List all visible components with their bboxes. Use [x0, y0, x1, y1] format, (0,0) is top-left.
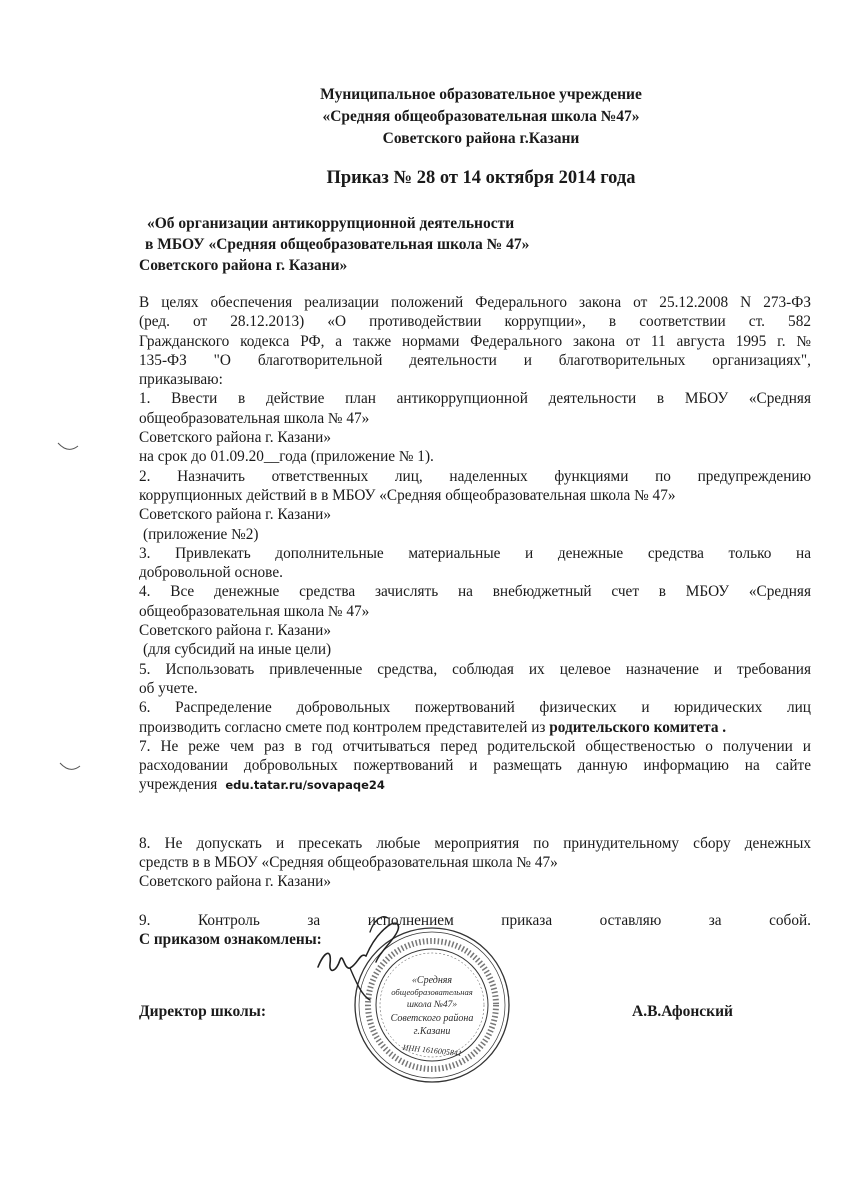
item-6-line: 6. Распределение добровольных пожертвований физических и юридических лиц [139, 699, 811, 717]
subject-line-3: Советского района г. Казани» [139, 257, 348, 274]
item-1-line: Советского района г. Казани» [139, 429, 332, 447]
stamp-inn: ИНН 1616005841 [402, 1042, 463, 1059]
stamp-line-2: общеобразовательная [391, 987, 473, 997]
director-label: Директор школы: [139, 1003, 266, 1020]
item-7-line: 7. Не реже чем раз в год отчитываться перед родительской общественостью о получении и [139, 737, 811, 755]
item-7-line: расходовании добровольных пожертвований и размещать данную информацию на сайте [139, 757, 811, 775]
item-2-line: (приложение №2) [143, 525, 259, 543]
item-4-line: (для субсидий на иные цели) [143, 641, 332, 659]
preamble-line: (ред. от 28.12.2013) «О противодействии коррупции», в соответствии ст. 582 [139, 313, 811, 331]
item-1-line: 1. Ввести в действие план антикоррупционной деятельности в МБОУ «Средняя [139, 390, 811, 408]
item-6-line [139, 718, 811, 737]
subject-line-2: в МБОУ «Средняя общеобразовательная школа № 47» [145, 236, 530, 253]
stamp-line-5: г.Казани [413, 1026, 451, 1037]
item-9-line: 9. Контроль за исполнением приказа оставляю за собой. [139, 911, 811, 929]
item-5-line: 5. Использовать привлеченные средства, соблюдая их целевое назначение и требования [139, 660, 811, 678]
item-4-line: 4. Все денежные средства зачислять на внебюджетный счет в МБОУ «Средняя [139, 583, 811, 601]
preamble-line: приказываю: [139, 371, 223, 389]
header-line-2: «Средняя общеобразовательная школа №47» [322, 108, 640, 125]
item-1-line: общеобразовательная школа № 47» [139, 409, 370, 427]
item-3-line: 3. Привлекать дополнительные материальные и денежные средства только на [139, 544, 811, 562]
punch-hole-mark [58, 760, 82, 774]
item-1-line: на срок до 01.09.20__года (приложение № 1). [139, 448, 434, 466]
preamble-line: В целях обеспечения реализации положений Федерального закона от 25.12.2008 N 273-ФЗ [139, 294, 811, 311]
institution-header [0, 84, 852, 150]
school-website-link[interactable]: edu.tatar.ru/sovapaqe24 [225, 778, 385, 793]
header-line-3: Советского района г.Казани [382, 130, 580, 147]
preamble-line: 135-ФЗ "О благотворительной деятельности и благотворительных организациях", [139, 351, 811, 369]
item-3-line: добровольной основе. [139, 564, 283, 582]
order-subject [139, 213, 529, 276]
parent-committee: родительского комитета . [549, 718, 727, 736]
item-2-line: 2. Назначить ответственных лиц, наделенных функциями по предупреждению [139, 467, 811, 485]
item-7-line [139, 775, 811, 795]
header-line-1: Муниципальное образовательное учреждение [320, 86, 642, 103]
item-7-text: учреждения [139, 776, 218, 794]
stamp-line-4: Советского района [390, 1013, 474, 1024]
punch-hole-mark [56, 440, 80, 454]
order-body [139, 293, 811, 949]
item-6-text: производить согласно смете под контролем представителей из [139, 718, 550, 736]
item-5-line: об учете. [139, 679, 198, 697]
stamp-line-1: «Средняя [411, 975, 453, 986]
acknowledged-label: С приказом ознакомлены: [139, 930, 322, 948]
order-title: Приказ № 28 от 14 октября 2014 года [326, 168, 636, 188]
subject-line-1: «Об организации антикоррупционной деятельности [147, 215, 515, 232]
director-signature [310, 912, 430, 1002]
item-4-line: Советского района г. Казани» [139, 622, 332, 640]
item-8-line: 8. Не допускать и пресекать любые мероприятия по принудительному сбору денежных [139, 834, 811, 852]
item-8-line: Советского района г. Казани» [139, 873, 332, 891]
director-name: А.В.Афонский [632, 1003, 733, 1020]
preamble-line: Гражданского кодекса РФ, а также нормами Федерального закона от 11 августа 1995 г. № [139, 332, 811, 350]
item-8-line: средств в в МБОУ «Средняя общеобразовательная школа № 47» [139, 854, 558, 872]
item-2-line: коррупционных действий в в МБОУ «Средняя общеобразовательная школа № 47» [139, 486, 676, 504]
item-2-line: Советского района г. Казани» [139, 506, 332, 524]
item-4-line: общеобразовательная школа № 47» [139, 602, 370, 620]
stamp-line-3: школа №47» [406, 1000, 458, 1010]
